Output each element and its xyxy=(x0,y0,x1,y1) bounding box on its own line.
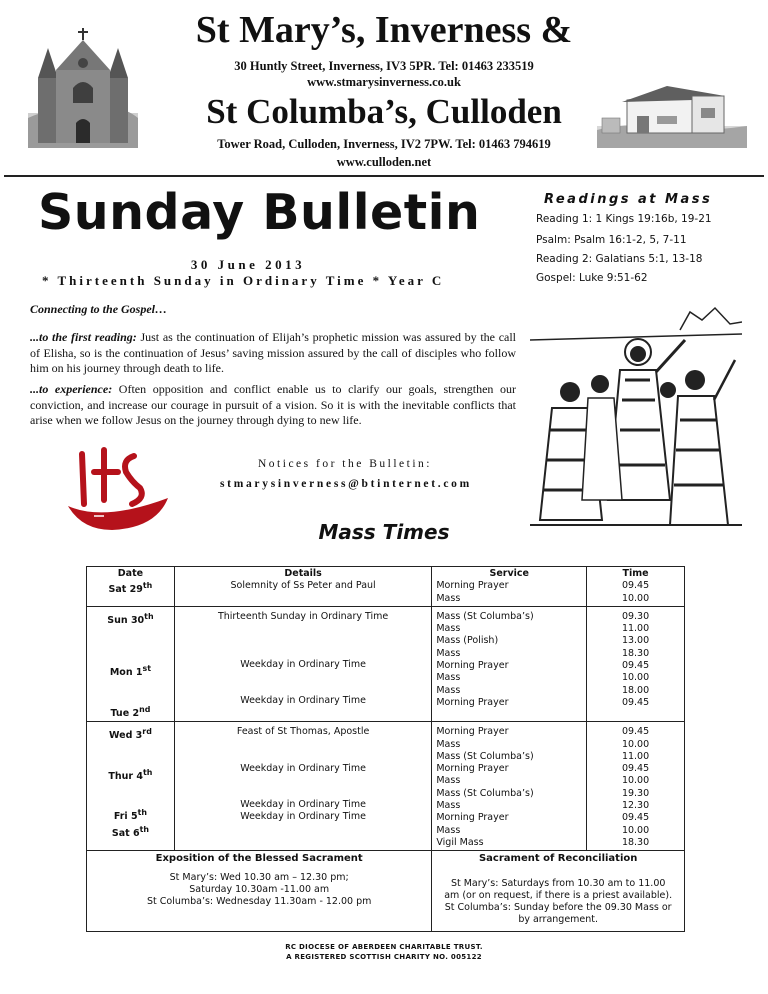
mass-times-table xyxy=(86,566,685,932)
time-cell xyxy=(587,567,685,607)
reading-1: Reading 1: 1 Kings 19:16b, 19-21 xyxy=(536,213,712,225)
details-cell xyxy=(174,722,432,851)
exposition-cell xyxy=(87,851,432,931)
first-reading-paragraph xyxy=(30,330,516,377)
service-text: Mass (Polish) xyxy=(436,635,499,647)
time-text: 12.30 xyxy=(621,800,650,812)
service-text: Mass xyxy=(436,775,461,787)
day-suffix: st xyxy=(142,664,152,674)
footer-line-1: RC DIOCESE OF ABERDEEN CHARITABLE TRUST. xyxy=(285,943,483,951)
details-cell xyxy=(174,606,432,721)
details-text: Weekday in Ordinary Time xyxy=(240,798,366,810)
time-text: 11.00 xyxy=(621,623,650,635)
service-text: Morning Prayer xyxy=(436,763,509,775)
service-text: Morning Prayer xyxy=(436,726,509,738)
service-text: Mass xyxy=(436,592,461,604)
time-text: 09.30 xyxy=(621,610,650,622)
reading-2: Reading 2: Galatians 5:1, 13-18 xyxy=(536,253,703,265)
st-marys-website: www.stmarysinverness.co.uk xyxy=(307,75,461,89)
reconciliation-line: am (or on request, if there is a priest available). xyxy=(444,889,673,901)
details-text: Feast of St Thomas, Apostle xyxy=(236,726,370,738)
experience-paragraph xyxy=(30,382,516,429)
day-label: Sat 6 xyxy=(111,827,140,839)
details-text: Solemnity of Ss Peter and Paul xyxy=(230,580,376,592)
service-text: Morning Prayer xyxy=(436,696,509,708)
bulletin-title: Sunday Bulletin xyxy=(38,184,481,241)
service-text: Morning Prayer xyxy=(436,580,509,592)
time-text: 09.45 xyxy=(621,660,650,672)
day-label: Wed 3 xyxy=(108,730,143,742)
details-text: Weekday in Ordinary Time xyxy=(240,811,366,823)
time-text: 09.45 xyxy=(621,580,650,592)
service-text: Morning Prayer xyxy=(436,812,509,824)
time-cell xyxy=(587,722,685,851)
service-text: Mass xyxy=(436,647,461,659)
day-suffix: rd xyxy=(142,727,152,737)
time-text: 13.00 xyxy=(621,635,650,647)
day-label: Sat 29 xyxy=(108,584,143,596)
time-text: 09.45 xyxy=(621,726,650,738)
details-header: Details xyxy=(284,568,322,579)
reconciliation-line: St Columba’s: Sunday before the 09.30 Mass or xyxy=(444,902,672,914)
service-cell xyxy=(432,606,587,721)
day-label: Sun 30 xyxy=(107,615,145,627)
time-text: 10.00 xyxy=(621,824,650,836)
jesus-disciples-illustration-icon xyxy=(530,300,742,532)
reconciliation-line: St Mary’s: Saturdays from 10.30 am to 11.00 xyxy=(450,877,666,889)
time-text: 18.30 xyxy=(621,647,650,659)
st-columba-website: www.culloden.net xyxy=(336,155,432,169)
day-suffix: th xyxy=(142,581,153,591)
service-text: Mass (St Columba’s) xyxy=(436,750,534,762)
date-cell xyxy=(87,606,175,721)
st-columba-title: St Columba’s, Culloden xyxy=(206,92,562,131)
time-text: 09.45 xyxy=(621,696,650,708)
first-reading-label: ...to the first reading: xyxy=(30,330,137,344)
day-label: Mon 1 xyxy=(109,667,143,679)
date-header: Date xyxy=(117,568,144,579)
exposition-line: Saturday 10.30am -11.00 am xyxy=(189,883,330,895)
exposition-title: Exposition of the Blessed Sacrament xyxy=(155,853,363,865)
table-row xyxy=(87,722,685,851)
service-text: Vigil Mass xyxy=(436,836,484,848)
table-row xyxy=(87,567,685,607)
time-text: 18.00 xyxy=(621,684,650,696)
service-text: Mass (St Columba’s) xyxy=(436,610,534,622)
time-text: 11.00 xyxy=(621,750,650,762)
service-text: Morning Prayer xyxy=(436,660,509,672)
header-divider xyxy=(4,175,764,177)
reading-psalm: Psalm: Psalm 16:1-2, 5, 7-11 xyxy=(536,234,687,246)
service-text: Mass xyxy=(436,623,461,635)
date-cell xyxy=(87,722,175,851)
time-text: 19.30 xyxy=(621,787,650,799)
day-suffix: th xyxy=(143,767,153,777)
details-text: Weekday in Ordinary Time xyxy=(240,695,366,707)
time-header: Time xyxy=(622,568,649,579)
reading-gospel: Gospel: Luke 9:51-62 xyxy=(536,272,648,284)
service-text: Mass (St Columba’s) xyxy=(436,787,534,799)
time-text: 09.45 xyxy=(621,812,650,824)
reconciliation-title: Sacrament of Reconciliation xyxy=(478,853,638,865)
details-text: Weekday in Ordinary Time xyxy=(240,762,366,774)
day-label: Thur 4 xyxy=(108,770,144,782)
gospel-connection-heading: Connecting to the Gospel… xyxy=(30,302,168,316)
exposition-line: St Mary’s: Wed 10.30 am – 12.30 pm; xyxy=(169,871,349,883)
time-text: 10.00 xyxy=(621,738,650,750)
day-suffix: th xyxy=(137,808,148,818)
time-text: 10.00 xyxy=(621,672,650,684)
reconciliation-line: by arrangement. xyxy=(518,914,599,926)
date-cell xyxy=(87,567,175,607)
service-text: Mass xyxy=(436,800,461,812)
time-cell xyxy=(587,606,685,721)
mass-times-title: Mass Times xyxy=(318,520,450,544)
time-text: 10.00 xyxy=(621,775,650,787)
time-text: 09.45 xyxy=(621,763,650,775)
service-text: Mass xyxy=(436,824,461,836)
details-cell xyxy=(174,567,432,607)
service-text: Mass xyxy=(436,738,461,750)
day-suffix: nd xyxy=(139,704,151,714)
notices-label: Notices for the Bulletin: xyxy=(258,458,432,470)
service-cell xyxy=(432,567,587,607)
reconciliation-cell xyxy=(432,851,685,931)
day-label: Fri 5 xyxy=(113,811,138,823)
st-marys-address: 30 Huntly Street, Inverness, IV3 5PR. Tel: 01463 233519 xyxy=(234,59,534,73)
time-text: 10.00 xyxy=(621,592,650,604)
service-text: Mass xyxy=(436,684,461,696)
details-text: Thirteenth Sunday in Ordinary Time xyxy=(217,610,389,622)
experience-text: Often opposition and conflict enable us to clarify our goals, strengthen our conviction, and increase our courage in pursuit of a vision. So it is with the inevitable conflicts that arise when we follow Jesus on the journey through dying to new life. xyxy=(30,382,516,427)
table-row xyxy=(87,851,685,931)
readings-title: Readings at Mass xyxy=(544,192,713,207)
service-cell xyxy=(432,722,587,851)
st-marys-title: St Mary’s, Inverness & xyxy=(195,9,573,51)
experience-label: ...to experience: xyxy=(30,382,113,396)
st-columba-address: Tower Road, Culloden, Inverness, IV2 7PW. Tel: 01463 794619 xyxy=(217,137,551,151)
notices-email[interactable]: stmarysinverness@btinternet.com xyxy=(220,478,472,490)
day-suffix: th xyxy=(144,611,154,621)
table-row xyxy=(87,606,685,721)
footer-line-2: A REGISTERED SCOTTISH CHARITY NO. 005122 xyxy=(286,953,482,961)
bulletin-occasion: * Thirteenth Sunday in Ordinary Time * Year C xyxy=(42,273,445,288)
time-text: 18.30 xyxy=(621,836,650,848)
day-suffix: th xyxy=(139,824,149,834)
details-text: Weekday in Ordinary Time xyxy=(240,659,366,671)
first-reading-text: Just as the continuation of Elijah’s prophetic mission was assured by the call of Elisha, so is the continuation of Jesus’ saving mission assured by the call of disciples who follow him on his journey through death to life. xyxy=(30,330,517,375)
service-text: Mass xyxy=(436,672,461,684)
bulletin-date: 30 June 2013 xyxy=(190,257,306,272)
service-header: Service xyxy=(489,568,529,579)
exposition-line: St Columba’s: Wednesday 11.30am - 12.00 pm xyxy=(146,896,372,908)
day-label: Tue 2 xyxy=(110,707,140,719)
